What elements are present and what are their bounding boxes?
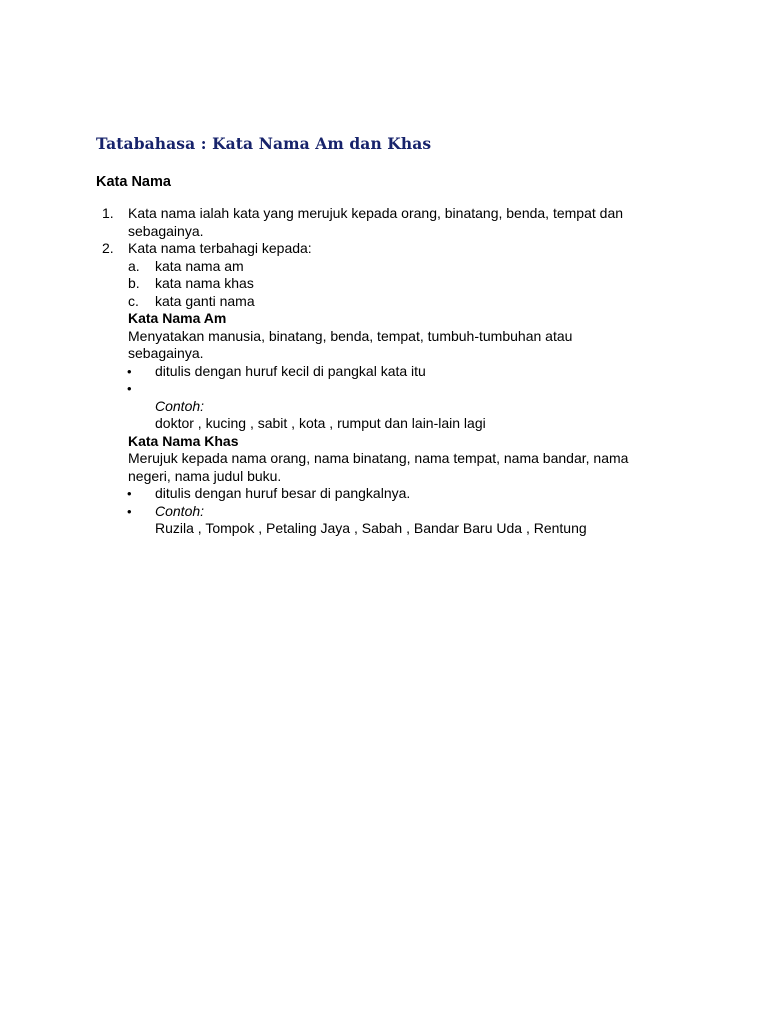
sub-list-item: [0, 275, 768, 293]
bullet-icon: •: [127, 381, 132, 396]
list-text: Kata nama terbahagi kepada:: [128, 240, 312, 256]
list-number: 1.: [102, 205, 114, 221]
kata-nama-am-description: Menyatakan manusia, binatang, benda, tempat, tumbuh-tumbuhan atau: [128, 327, 573, 344]
list-text: Kata nama ialah kata yang merujuk kepada orang, binatang, benda, tempat dan: [128, 205, 624, 221]
description-row: [0, 328, 768, 346]
bullet-item: [0, 503, 768, 521]
bullet-text: ditulis dengan huruf kecil di pangkal kata itu: [155, 362, 426, 379]
list-number: 2.: [102, 240, 114, 256]
bullet-icon: •: [127, 486, 132, 501]
bullet-item: [0, 363, 768, 381]
subsection-title-row: [0, 433, 768, 451]
example-text: doktor , kucing , sabit , kota , rumput dan lain-lain lagi: [155, 415, 486, 431]
sub-list-marker: b.: [128, 275, 140, 291]
list-item: [0, 205, 768, 223]
document-title: Tatabahasa : Kata Nama Am dan Khas: [96, 134, 432, 153]
sub-list-text: kata nama am: [155, 257, 244, 274]
example-label: Contoh:: [155, 502, 205, 519]
description-row: [0, 468, 768, 486]
example-label: Contoh:: [155, 397, 205, 414]
description-row: [0, 345, 768, 363]
section-heading: Kata Nama: [96, 174, 171, 190]
kata-nama-khas-description: Merujuk kepada nama orang, nama binatang, nama tempat, nama bandar, nama: [128, 450, 629, 466]
example-text: Ruzila , Tompok , Petaling Jaya , Sabah , Bandar Baru Uda , Rentung: [155, 520, 587, 536]
example-row: [0, 520, 768, 538]
bullet-icon: •: [127, 363, 132, 379]
sub-list-text: kata nama khas: [155, 275, 254, 291]
bullet-item: [0, 380, 768, 398]
list-item-continuation: [0, 223, 768, 241]
kata-nama-am-title: Kata Nama Am: [128, 310, 227, 326]
bullet-item: [0, 485, 768, 503]
sub-list-item: [0, 258, 768, 276]
description-row: [0, 450, 768, 468]
example-row: [0, 415, 768, 433]
list-item: [0, 240, 768, 258]
sub-list-marker: a.: [128, 257, 140, 274]
kata-nama-khas-description: negeri, nama judul buku.: [128, 467, 282, 484]
sub-list-text: kata ganti nama: [155, 292, 255, 309]
example-label-row: [0, 398, 768, 416]
sub-list-item: [0, 293, 768, 311]
kata-nama-am-description: sebagainya.: [128, 345, 204, 361]
kata-nama-khas-title: Kata Nama Khas: [128, 432, 239, 449]
document-body: [0, 205, 768, 538]
bullet-text: ditulis dengan huruf besar di pangkalnya.: [155, 485, 411, 501]
list-text: sebagainya.: [128, 222, 204, 239]
bullet-icon: •: [127, 503, 132, 519]
sub-list-marker: c.: [128, 292, 139, 309]
subsection-title-row: [0, 310, 768, 328]
